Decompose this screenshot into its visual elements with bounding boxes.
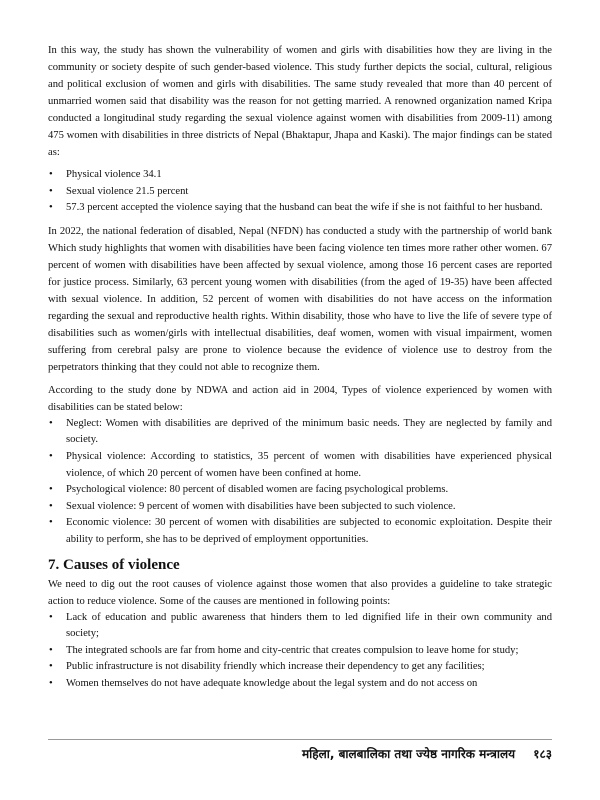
footer-divider — [48, 739, 552, 740]
list-item: • Sexual violence: 9 percent of women with disabilities have been subjected to such violence. — [48, 499, 552, 516]
findings-list — [48, 167, 552, 217]
list-item: • Neglect: Women with disabilities are deprived of the minimum basic needs. They are neglected by family and society. — [48, 416, 552, 449]
list-item: • Sexual violence 21.5 percent — [48, 184, 552, 201]
list-item: • Physical violence 34.1 — [48, 167, 552, 184]
list-item: • Public infrastructure is not disability friendly which increase their dependency to get any facilities; — [48, 659, 552, 676]
paragraph-nfdn-study: In 2022, the national federation of disabled, Nepal (NFDN) has conducted a study with the partnership of world bank Which study highlights that women with disabilities have been facing violence ten times more rather other women. 67 percent of women with disabilities have been affected by sexual violence, among those 16 percent cases are reported for justice process. Similarly, 63 percent young women with disabilities (from the aged of 19-35) have been affected with sexual violence. In addition, 52 percent of women with disabilities do not have access on the information regarding the sexual and reproductive health rights. Within disability, those who have to live the life of severe type of disabilities such as women/girls with intellectual disabilities, deaf women, women with visual impairment, women suffering from cerebral palsy are prone to violence because the evidence of violence use to destroy from the perpetrators thinking that they could not able to recognize them. — [48, 225, 552, 373]
page-number: १८३ — [533, 747, 552, 761]
list-item: • Lack of education and public awareness that hinders them to led dignified life in their own community and society; — [48, 610, 552, 643]
list-item: • The integrated schools are far from home and city-centric that creates compulsion to leave home for study; — [48, 643, 552, 660]
list-item: • Women themselves do not have adequate knowledge about the legal system and do not access on — [48, 676, 552, 693]
document-body — [48, 42, 552, 699]
paragraph-ndwa-study: According to the study done by NDWA and action aid in 2004, Types of violence experienced by women with disabilities can be stated below: — [48, 384, 552, 413]
list-item: • Physical violence: According to statistics, 35 percent of women with disabilities have experienced physical violence, of which 20 percent of women have been confined at home. — [48, 449, 552, 482]
section-heading: 7. Causes of violence — [48, 556, 180, 573]
list-item: • 57.3 percent accepted the violence saying that the husband can beat the wife if she is not faithful to her husband. — [48, 200, 552, 217]
causes-list — [48, 610, 552, 693]
paragraph-causes-intro: We need to dig out the root causes of violence against those women that also provides a guideline to take strategic action to reduce violence. Some of the causes are mentioned in following points: — [48, 578, 552, 607]
footer-ministry-name: महिला, बालबालिका तथा ज्येष्ठ नागरिक मन्त्रालय — [301, 747, 516, 761]
page-footer — [302, 745, 552, 762]
paragraph-intro: In this way, the study has shown the vulnerability of women and girls with disabilities how they are living in the community or society despite of such gender-based violence. This study further depicts the social, cultural, religious and political exclusion of women and girls with disabilities. The same study revealed that more than 40 percent of unmarried women said that disability was the reason for not getting married. A renowned organization named Kripa conducted a longitudinal study regarding the sexual violence against women with disabilities from 2009-11) among 475 women with disabilities in three districts of Nepal (Bhaktapur, Jhapa and Kaski). The major findings can be stated as: — [48, 45, 552, 158]
list-item: • Psychological violence: 80 percent of disabled women are facing psychological problems. — [48, 482, 552, 499]
list-item: • Economic violence: 30 percent of women with disabilities are subjected to economic exploitation. Despite their ability to perform, she has to be deprived of employment opportunities. — [48, 515, 552, 548]
violence-types-list — [48, 416, 552, 549]
